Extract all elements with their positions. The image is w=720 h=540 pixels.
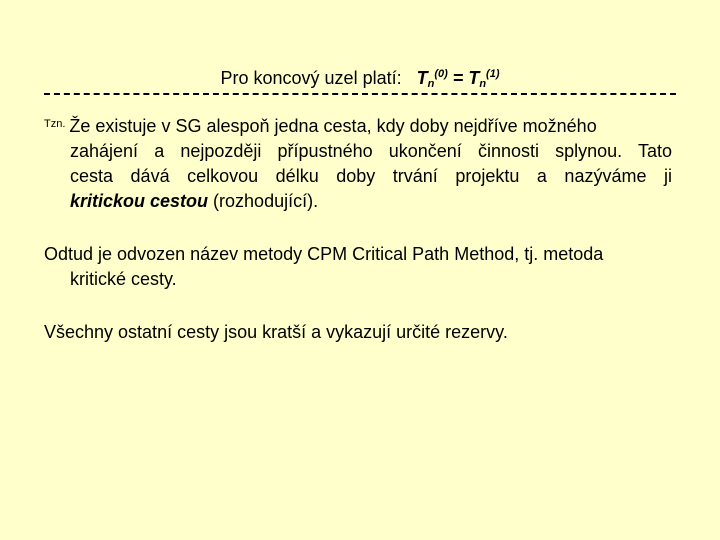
paragraph-critical-path xyxy=(44,112,672,214)
title-text: Pro koncový uzel platí: xyxy=(220,68,402,88)
formula-lhs-sup: (0) xyxy=(434,68,448,80)
formula-lhs-sub: n xyxy=(427,78,435,90)
paragraph1-line2: zahájení a nejpozději přípustného ukončení činnosti splynou. Tato xyxy=(70,141,672,161)
paragraph-cpm xyxy=(44,242,672,292)
title-formula xyxy=(417,68,500,88)
paragraph1-line3: cesta dává celkovou délku doby trvání projektu a nazýváme ji xyxy=(70,166,672,186)
slide-title xyxy=(0,62,720,96)
paragraph1-line1-text: Že existuje v SG alespoň jedna cesta, kdy doby nejdříve možného xyxy=(69,116,597,136)
formula-rhs-t: T xyxy=(468,68,480,88)
paragraph1-line4 xyxy=(44,189,672,214)
formula-rhs-sup: (1) xyxy=(486,68,500,80)
critical-path-term: kritickou cestou xyxy=(70,191,209,211)
formula-rhs-sub: n xyxy=(479,78,487,90)
paragraph3-line1: Všechny ostatní cesty jsou kratší a vykazují určité rezervy. xyxy=(44,322,508,342)
paragraph2-line2: kritické cesty. xyxy=(70,269,177,289)
paragraph2-line1: Odtud je odvozen název metody CPM Critical Path Method, tj. metoda xyxy=(44,244,604,264)
formula-lhs-t: T xyxy=(416,68,428,88)
paragraph-reserves xyxy=(44,320,672,345)
formula-equals: = xyxy=(447,68,469,88)
paragraph1-line4-rest: (rozhodující). xyxy=(208,191,319,211)
dashed-divider xyxy=(44,93,676,95)
tzn-prefix: Tzn. xyxy=(44,118,66,130)
paragraph1-line1 xyxy=(44,112,672,139)
